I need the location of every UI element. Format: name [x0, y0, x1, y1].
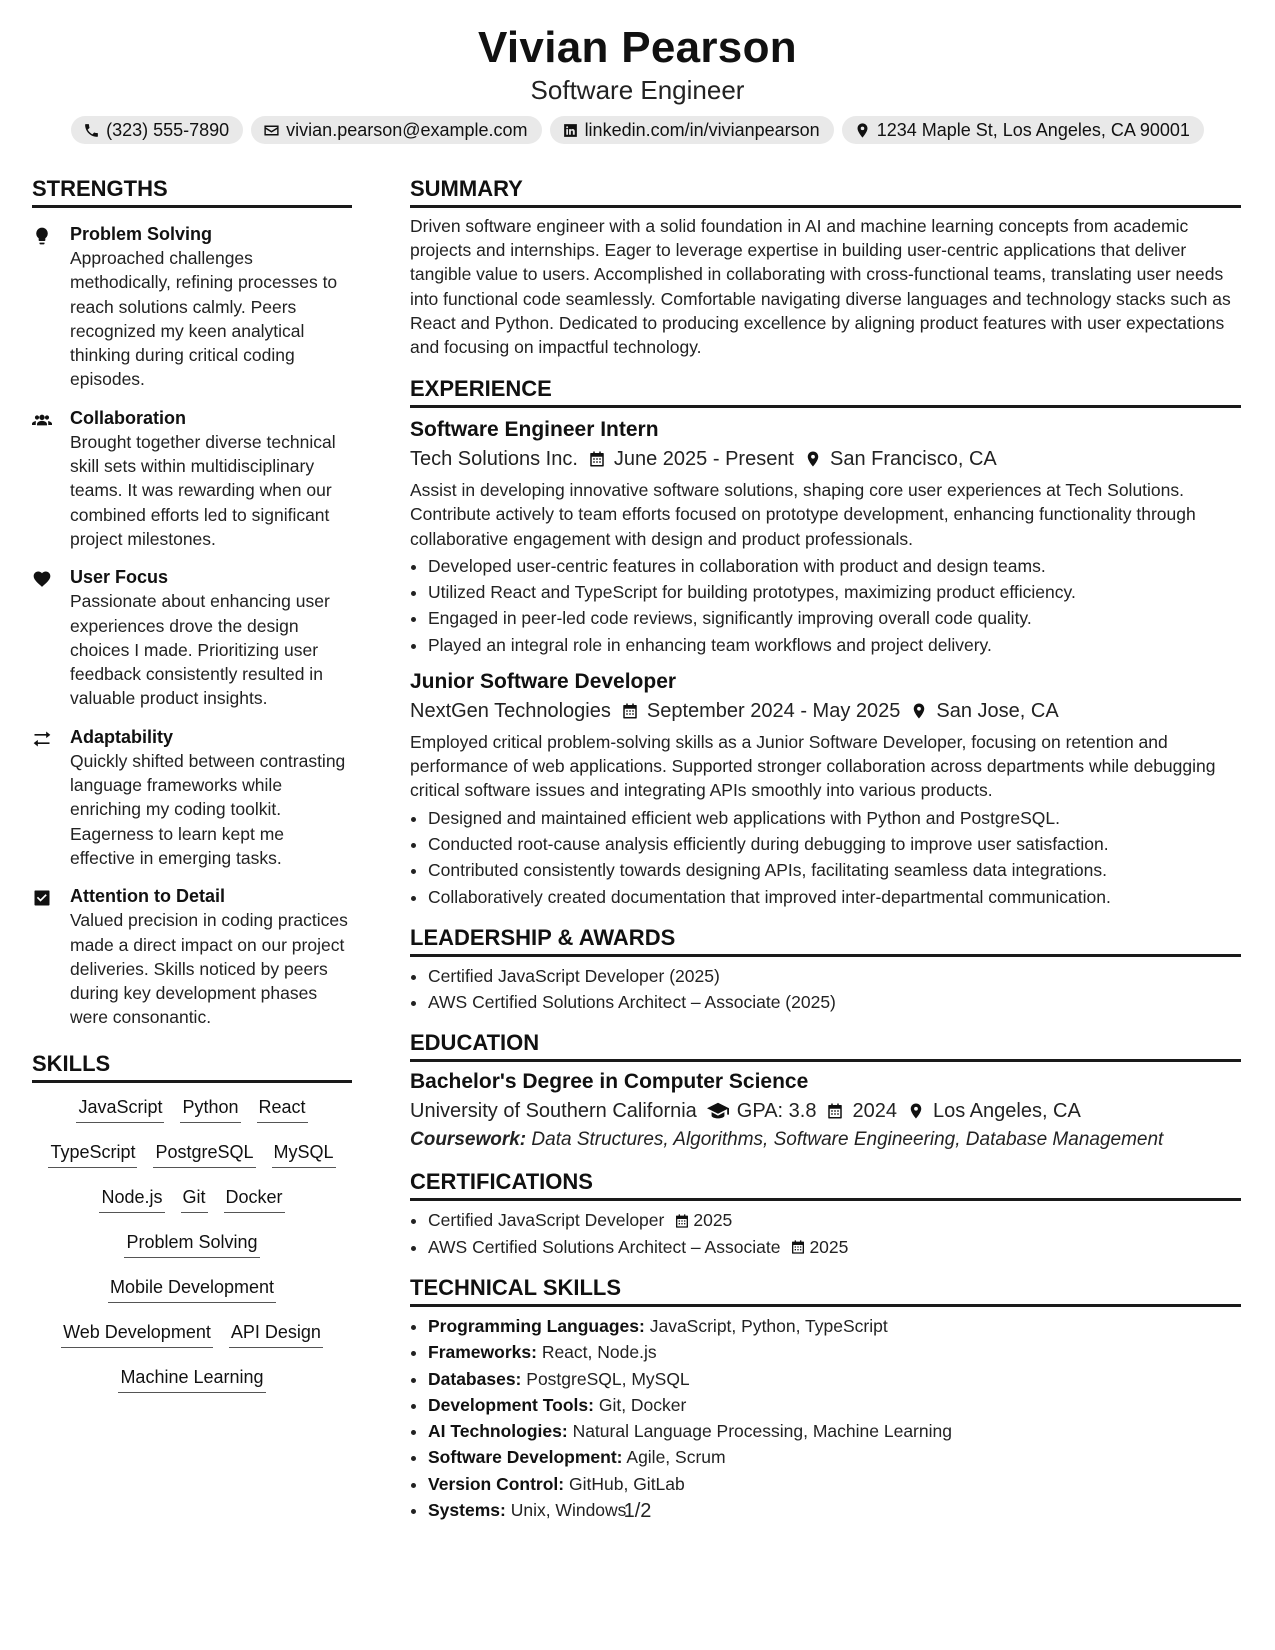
list-item: • Conducted root-cause analysis efficiently during debugging to improve user satisfaction. [428, 831, 1241, 857]
tech-skill-value: PostgreSQL, MySQL [526, 1368, 690, 1389]
tech-skill-value: Unix, Windows [510, 1500, 627, 1521]
leadership-title: LEADERSHIP & AWARDS [410, 924, 1241, 957]
education-location: Los Angeles, CA [932, 1100, 1081, 1123]
skill-row [32, 1095, 352, 1140]
certifications-section [410, 1168, 1241, 1260]
coursework-label: Coursework: [410, 1129, 527, 1151]
page-number: 1/2 [623, 1500, 652, 1522]
cert-year: 2025 [809, 1236, 849, 1257]
strength-item [32, 222, 352, 392]
graduation-cap-icon [707, 1100, 729, 1122]
skill-tag: React [257, 1095, 308, 1123]
phone-icon [83, 122, 100, 139]
summary-section [410, 175, 1241, 359]
education-meta [410, 1096, 1241, 1126]
strength-item [32, 565, 352, 710]
tech-skill-label: Version Control: [428, 1473, 565, 1494]
summary-title: SUMMARY [410, 175, 1241, 208]
skill-tag: Web Development [61, 1320, 213, 1348]
strength-title: Collaboration [70, 407, 186, 428]
tech-skill-value: React, Node.js [541, 1342, 657, 1363]
cert-name: • Certified JavaScript Developer [428, 1210, 665, 1231]
skills-title: SKILLS [32, 1050, 352, 1083]
list-item [428, 1444, 1241, 1470]
tech-skill-value: Natural Language Processing, Machine Learning [572, 1421, 952, 1442]
calendar-icon [790, 1239, 806, 1255]
job-location: San Francisco, CA [830, 448, 997, 471]
resume-header [0, 0, 1275, 144]
skill-tag: Node.js [99, 1185, 164, 1213]
candidate-role: Software Engineer [530, 75, 745, 105]
job-meta [410, 444, 1241, 474]
strength-item [32, 884, 352, 1029]
candidate-name: Vivian Pearson [478, 23, 797, 72]
coursework [410, 1126, 1241, 1154]
tech-skill-label: Software Development: [428, 1447, 623, 1468]
tech-skill-label: Frameworks: [428, 1342, 537, 1363]
list-item: • Designed and maintained efficient web applications with Python and PostgreSQL. [428, 805, 1241, 831]
envelope-icon [263, 122, 280, 139]
job-desc: Assist in developing innovative software solutions, shaping core user experiences at Tech Solutions. Contribute actively to team efforts focused on prototype development, enhancing functionality through collaborative engagement with design and product professionals. [410, 480, 1196, 549]
strength-item [32, 725, 352, 870]
calendar-icon [826, 1102, 844, 1120]
list-item: • Collaboratively created documentation that improved inter-departmental communication. [428, 884, 1241, 910]
job-location: San Jose, CA [936, 700, 1059, 723]
contact-address-text: 1234 Maple St, Los Angeles, CA 90001 [876, 120, 1190, 140]
strength-item [32, 406, 352, 551]
certifications-list [428, 1207, 1241, 1260]
leadership-list [428, 963, 1241, 1016]
cert-year: 2025 [693, 1210, 733, 1231]
skills-section [32, 1050, 352, 1410]
job-title: Junior Software Developer [410, 670, 677, 694]
contact-linkedin-text: linkedin.com/in/vivianpearson [584, 120, 820, 140]
list-item [428, 1392, 1241, 1418]
map-pin-icon [910, 702, 928, 720]
experience-title: EXPERIENCE [410, 375, 1241, 408]
degree-title: Bachelor's Degree in Computer Science [410, 1070, 809, 1094]
job-bullets [428, 805, 1241, 910]
skill-tag: Docker [224, 1185, 285, 1213]
lightbulb-icon [32, 226, 52, 246]
list-item [428, 1418, 1241, 1444]
leadership-section [410, 924, 1241, 1016]
list-item: • AWS Certified Solutions Architect – Associate (2025) [428, 989, 1241, 1015]
list-item [428, 1339, 1241, 1365]
exchange-arrows-icon [32, 729, 52, 749]
job-entry [410, 416, 1241, 658]
technical-skills-title: TECHNICAL SKILLS [410, 1274, 1241, 1307]
map-pin-icon [804, 450, 822, 468]
contact-bar [0, 116, 1275, 144]
strength-desc: Brought together diverse technical skill sets within multidisciplinary teams. It was rewarding when our combined efforts led to significant project milestones. [70, 431, 336, 549]
list-item [428, 1207, 1241, 1233]
certifications-title: CERTIFICATIONS [410, 1168, 1241, 1201]
resume-columns [32, 175, 1243, 1523]
list-item: • Engaged in peer-led code reviews, significantly improving overall code quality. [428, 605, 1241, 631]
contact-linkedin[interactable] [550, 116, 834, 144]
list-item [428, 1234, 1241, 1260]
contact-phone[interactable] [71, 116, 243, 144]
tech-skill-label: AI Technologies: [428, 1421, 568, 1442]
education-year: 2024 [852, 1100, 897, 1123]
skill-tag: Problem Solving [124, 1230, 259, 1258]
strength-title: Attention to Detail [70, 886, 225, 907]
coursework-text: Data Structures, Algorithms, Software Engineering, Database Management [531, 1129, 1164, 1151]
skill-tag: Git [181, 1185, 208, 1213]
skill-tag: JavaScript [76, 1095, 164, 1123]
skill-tag: MySQL [272, 1140, 336, 1168]
contact-address[interactable] [842, 116, 1204, 144]
technical-skills-list [428, 1313, 1241, 1523]
tech-skill-label: Development Tools: [428, 1394, 594, 1415]
job-title: Software Engineer Intern [410, 418, 659, 442]
calendar-icon [674, 1213, 690, 1229]
strength-title: Adaptability [70, 726, 174, 747]
tech-skill-value: JavaScript, Python, TypeScript [649, 1316, 888, 1336]
list-item: • Developed user-centric features in collaboration with product and design teams. [428, 553, 1241, 579]
skill-row [32, 1230, 352, 1275]
strengths-list [32, 222, 352, 1030]
left-column [32, 175, 352, 1523]
cert-name: • AWS Certified Solutions Architect – Associate [428, 1236, 781, 1257]
education-section [410, 1029, 1241, 1154]
summary-text: Driven software engineer with a solid foundation in AI and machine learning concepts from academic projects and internships. Eager to leverage expertise in building user-centric applications that deliver tangible value to users. Accomplished in collaborating with cross-functional teams, translating user needs into functional code seamlessly. Comfortable navigating diverse languages and technology stacks such as React and Python. Dedicated to producing excellence by aligning product features with user expectations and focusing on impactful technology. [410, 216, 1231, 358]
strength-title: Problem Solving [70, 224, 213, 244]
job-company: NextGen Technologies [410, 700, 611, 723]
strength-title: User Focus [70, 567, 169, 588]
users-icon [32, 410, 52, 430]
technical-skills-section [410, 1274, 1241, 1523]
tech-skill-label: Databases: [428, 1368, 522, 1389]
map-pin-icon [854, 122, 871, 139]
skill-tag: Mobile Development [108, 1275, 276, 1303]
skill-row [32, 1185, 352, 1230]
job-company: Tech Solutions Inc. [410, 448, 578, 471]
skill-tag: PostgreSQL [153, 1140, 255, 1168]
job-desc: Employed critical problem-solving skills as a Junior Software Developer, focusing on retention and performance of web applications. Supported stronger collaboration across departments while debugging critical software issues and integrating APIs smoothly into various products. [410, 732, 1216, 801]
skill-tag: Machine Learning [118, 1365, 265, 1393]
strength-desc: Passionate about enhancing user experiences drove the design choices I made. Prioritizing user feedback consistently resulted in valuable product insights. [70, 591, 330, 709]
calendar-icon [621, 702, 639, 720]
school-name: University of Southern California [410, 1100, 697, 1123]
calendar-icon [588, 450, 606, 468]
tech-skill-label: Systems: [428, 1500, 506, 1521]
map-pin-icon [907, 1102, 925, 1120]
education-title: EDUCATION [410, 1029, 1241, 1062]
skill-row [32, 1365, 352, 1410]
list-item [428, 1366, 1241, 1392]
job-bullets [428, 553, 1241, 658]
skills-list [32, 1095, 352, 1410]
strength-desc: Approached challenges methodically, refining processes to reach solutions calmly. Peers recognized my keen analytical thinking during critical coding episodes. [70, 248, 338, 390]
list-item [428, 1313, 1241, 1339]
skill-tag: Python [180, 1095, 240, 1123]
job-dates: June 2025 - Present [613, 448, 794, 471]
contact-email[interactable] [251, 116, 541, 144]
education-gpa: GPA: 3.8 [736, 1100, 817, 1123]
job-entry [410, 668, 1241, 910]
contact-email-text: vivian.pearson@example.com [286, 120, 528, 140]
list-item: • Certified JavaScript Developer (2025) [428, 963, 1241, 989]
contact-phone-text: (323) 555-7890 [106, 120, 230, 140]
job-dates: September 2024 - May 2025 [646, 700, 901, 723]
heart-icon [32, 569, 52, 589]
strength-desc: Valued precision in coding practices made a direct impact on our project deliveries. Skills noticed by peers during key development phases were consonantic. [70, 910, 348, 1028]
tech-skill-label: Programming Languages: [428, 1316, 645, 1336]
list-item [428, 1471, 1241, 1497]
job-meta [410, 696, 1241, 726]
tech-skill-value: Agile, Scrum [626, 1447, 726, 1468]
skill-tag: API Design [229, 1320, 323, 1348]
experience-section [410, 375, 1241, 910]
tech-skill-value: GitHub, GitLab [569, 1473, 685, 1494]
skill-row [32, 1320, 352, 1365]
list-item: • Utilized React and TypeScript for building prototypes, maximizing product efficiency. [428, 579, 1241, 605]
tech-skill-value: Git, Docker [598, 1394, 687, 1415]
right-column [410, 175, 1241, 1523]
skill-tag: TypeScript [48, 1140, 137, 1168]
strengths-title: STRENGTHS [32, 175, 352, 208]
list-item: • Played an integral role in enhancing team workflows and project delivery. [428, 632, 1241, 658]
skill-row [32, 1140, 352, 1185]
skill-row [32, 1275, 352, 1320]
strength-desc: Quickly shifted between contrasting language frameworks while enriching my coding toolkit. Eagerness to learn kept me effective in emerging tasks. [70, 750, 346, 868]
list-item: • Contributed consistently towards designing APIs, facilitating seamless data integrations. [428, 857, 1241, 883]
checkbox-icon [32, 888, 52, 908]
linkedin-icon [562, 122, 579, 139]
